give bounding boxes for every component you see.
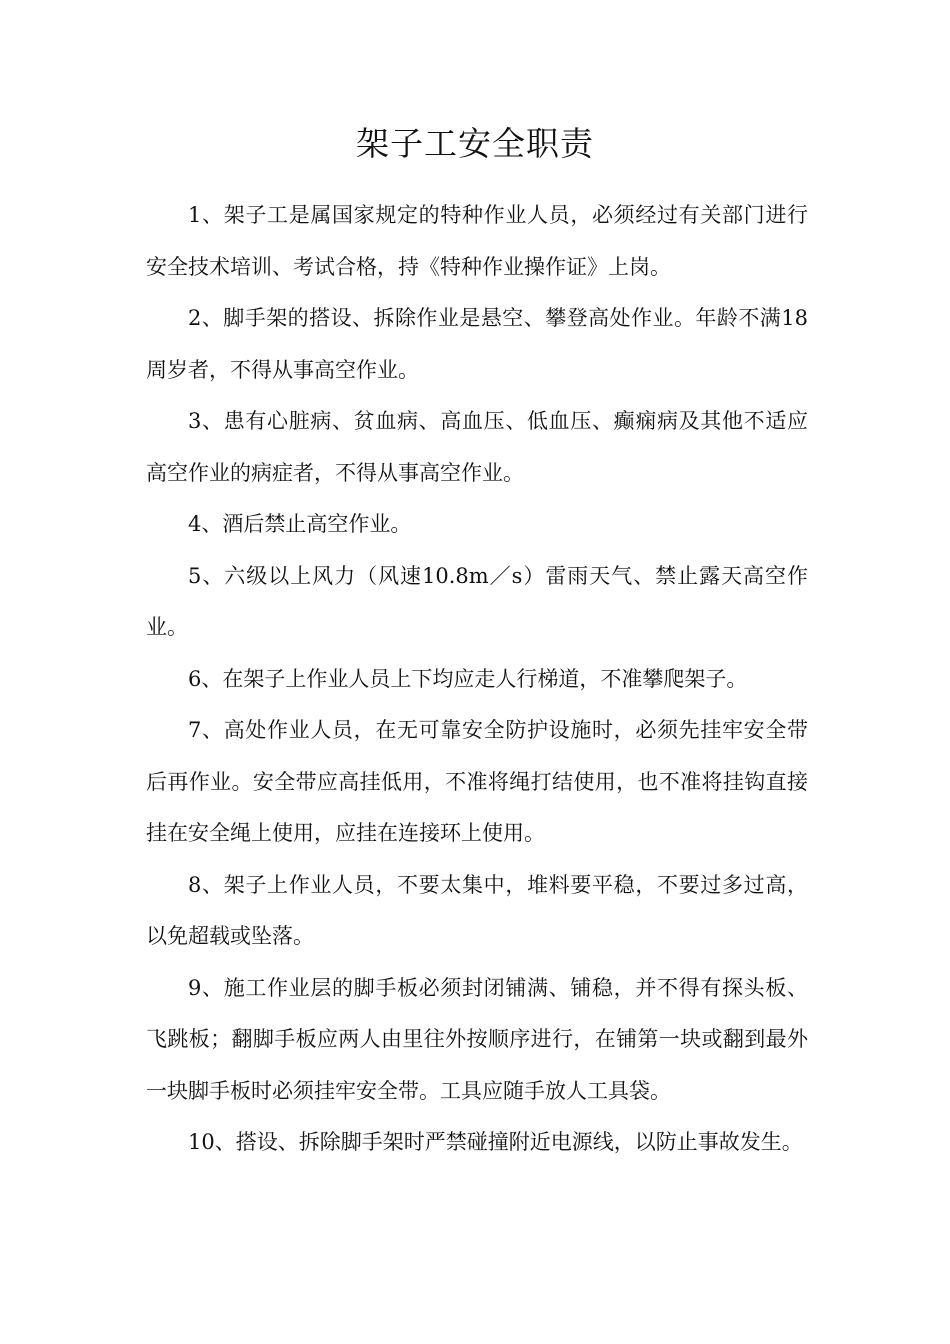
paragraph-10: 10、搭设、拆除脚手架时严禁碰撞附近电源线，以防止事故发生。 xyxy=(188,1130,803,1154)
paragraph-4: 4、酒后禁止高空作业。 xyxy=(188,512,412,536)
paragraph-5: 5、六级以上风力（风速10.8m／s）雷雨天气、禁止露天高空作业。 xyxy=(146,563,808,639)
paragraph-2: 2、脚手架的搭设、拆除作业是悬空、攀登高处作业。年龄不满18周岁者，不得从事高空作业。 xyxy=(146,306,808,382)
paragraph-8: 8、架子上作业人员，不要太集中，堆料要平稳，不要过多过高，以免超载或坠落。 xyxy=(146,872,808,948)
document-body xyxy=(146,190,808,1169)
paragraph-6: 6、在架子上作业人员上下均应走人行梯道，不准攀爬架子。 xyxy=(188,666,748,691)
paragraph-3: 3、患有心脏病、贫血病、高血压、低血压、癫痫病及其他不适应高空作业的病症者，不得从事高空作业。 xyxy=(146,409,808,485)
page-title: 架子工安全职责 xyxy=(356,124,594,163)
paragraph-1: 1、架子工是属国家规定的特种作业人员，必须经过有关部门进行安全技术培训、考试合格，持《特种作业操作证》上岗。 xyxy=(146,203,808,279)
paragraph-9: 9、施工作业层的脚手板必须封闭铺满、铺稳，并不得有探头板、飞跳板；翻脚手板应两人由里往外按顺序进行，在铺第一块或翻到最外一块脚手板时必须挂牢安全带。工具应随手放人工具袋。 xyxy=(146,975,808,1103)
paragraph-7: 7、高处作业人员，在无可靠安全防护设施时，必须先挂牢安全带后再作业。安全带应高挂低用，不准将绳打结使用，也不准将挂钩直接挂在安全绳上使用，应挂在连接环上使用。 xyxy=(146,718,808,845)
